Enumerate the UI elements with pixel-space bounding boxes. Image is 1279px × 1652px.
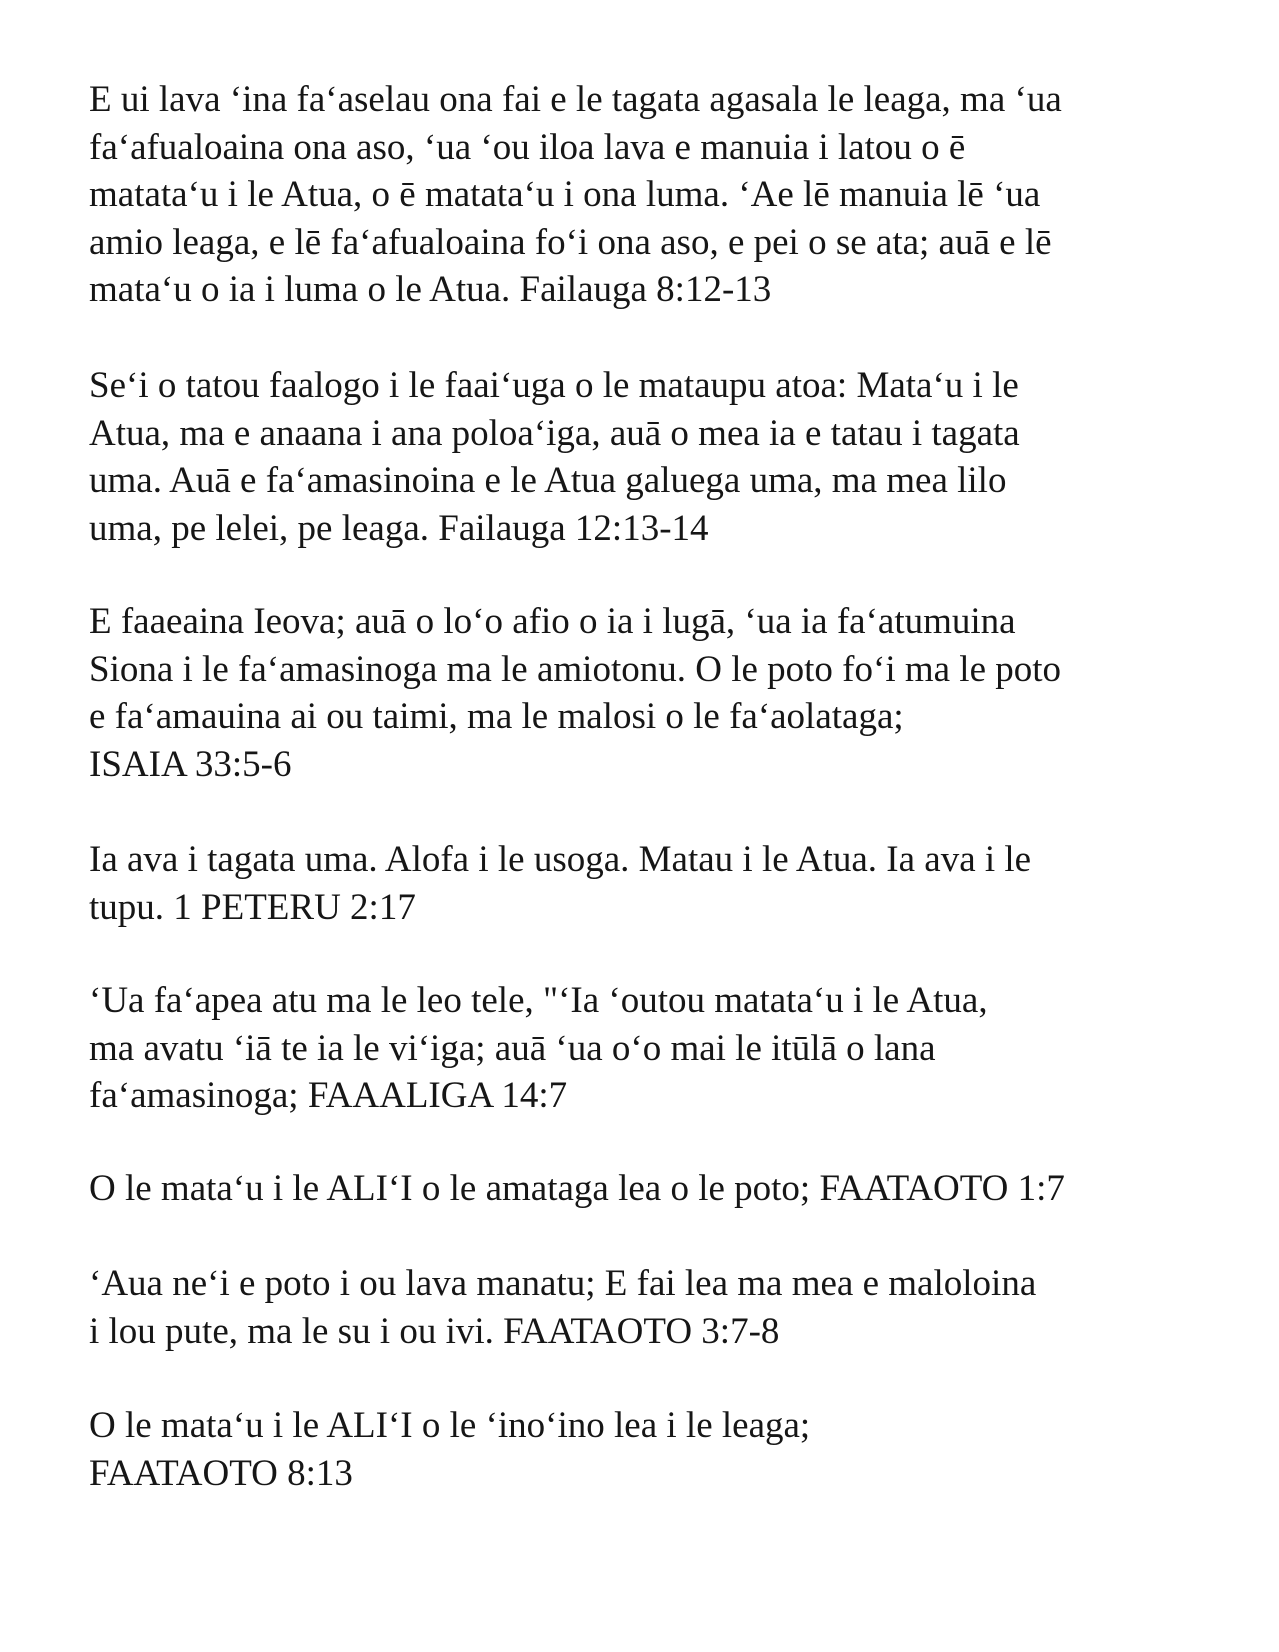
text-line: E faaeaina Ieova; auā o lo‘o afio o ia i lugā, ‘ua ia fa‘atumuina: [89, 601, 1016, 642]
text-line: Atua, ma e anaana i ana poloa‘iga, auā o mea ia e tatau i tagata: [89, 412, 1020, 454]
text-line: Ia ava i tagata uma. Alofa i le usoga. Matau i le Atua. Ia ava i le: [89, 839, 1032, 880]
text-line: ISAIA 33:5-6: [89, 743, 292, 785]
text-line: FAATAOTO 8:13: [89, 1452, 353, 1494]
passage-failauga-12-13-14: [89, 362, 1189, 552]
text-line: matata‘u i le Atua, o ē matata‘u i ona luma. ‘Ae lē manuia lē ‘ua: [89, 174, 1041, 215]
passage-faataoto-8-13: [89, 1402, 1189, 1497]
text-line: fa‘afualoaina ona aso, ‘ua ‘ou iloa lava e manuia i latou o ē: [89, 126, 966, 168]
text-line: amio leaga, e lē fa‘afualoaina fo‘i ona aso, e pei o se ata; auā e lē: [89, 221, 1052, 263]
text-line: tupu. 1 PETERU 2:17: [89, 886, 416, 928]
text-line: ‘Ua fa‘apea atu ma le leo tele, "‘Ia ‘outou matata‘u i le Atua,: [89, 980, 988, 1021]
text-line: Se‘i o tatou faalogo i le faai‘uga o le mataupu atoa: Mata‘u i le: [89, 365, 1019, 406]
passage-failauga-8-12-13: [89, 76, 1189, 314]
passage-isaia-33-5-6: [89, 598, 1189, 788]
text-line: uma. Auā e fa‘amasinoina e le Atua galuega uma, ma mea lilo: [89, 460, 1007, 501]
text-line: e fa‘amauina ai ou taimi, ma le malosi o le fa‘aolataga;: [89, 696, 904, 737]
text-line: i lou pute, ma le su i ou ivi. FAATAOTO 3:7-8: [89, 1310, 780, 1352]
passage-faaaliga-14-7: [89, 977, 1189, 1120]
text-line: O le mata‘u i le ALI‘I o le amataga lea o le poto; FAATAOTO 1:7: [89, 1168, 1065, 1209]
text-line: Siona i le fa‘amasinoga ma le amiotonu. O le poto fo‘i ma le poto: [89, 648, 1062, 690]
passage-faataoto-1-7: [89, 1165, 1189, 1213]
text-line: uma, pe lelei, pe leaga. Failauga 12:13-14: [89, 507, 709, 549]
passage-1-peteru-2-17: [89, 836, 1189, 931]
text-line: O le mata‘u i le ALI‘I o le ‘ino‘ino lea i le leaga;: [89, 1405, 811, 1446]
text-line: ‘Aua ne‘i e poto i ou lava manatu; E fai lea ma mea e maloloina: [89, 1263, 1037, 1304]
text-line: fa‘amasinoga; FAAALIGA 14:7: [89, 1075, 568, 1116]
text-line: E ui lava ‘ina fa‘aselau ona fai e le tagata agasala le leaga, ma ‘ua: [89, 79, 1062, 120]
passage-faataoto-3-7-8: [89, 1260, 1189, 1355]
text-line: ma avatu ‘iā te ia le vi‘iga; auā ‘ua o‘o mai le itūlā o lana: [89, 1027, 936, 1069]
text-line: mata‘u o ia i luma o le Atua. Failauga 8:12-13: [89, 269, 772, 310]
